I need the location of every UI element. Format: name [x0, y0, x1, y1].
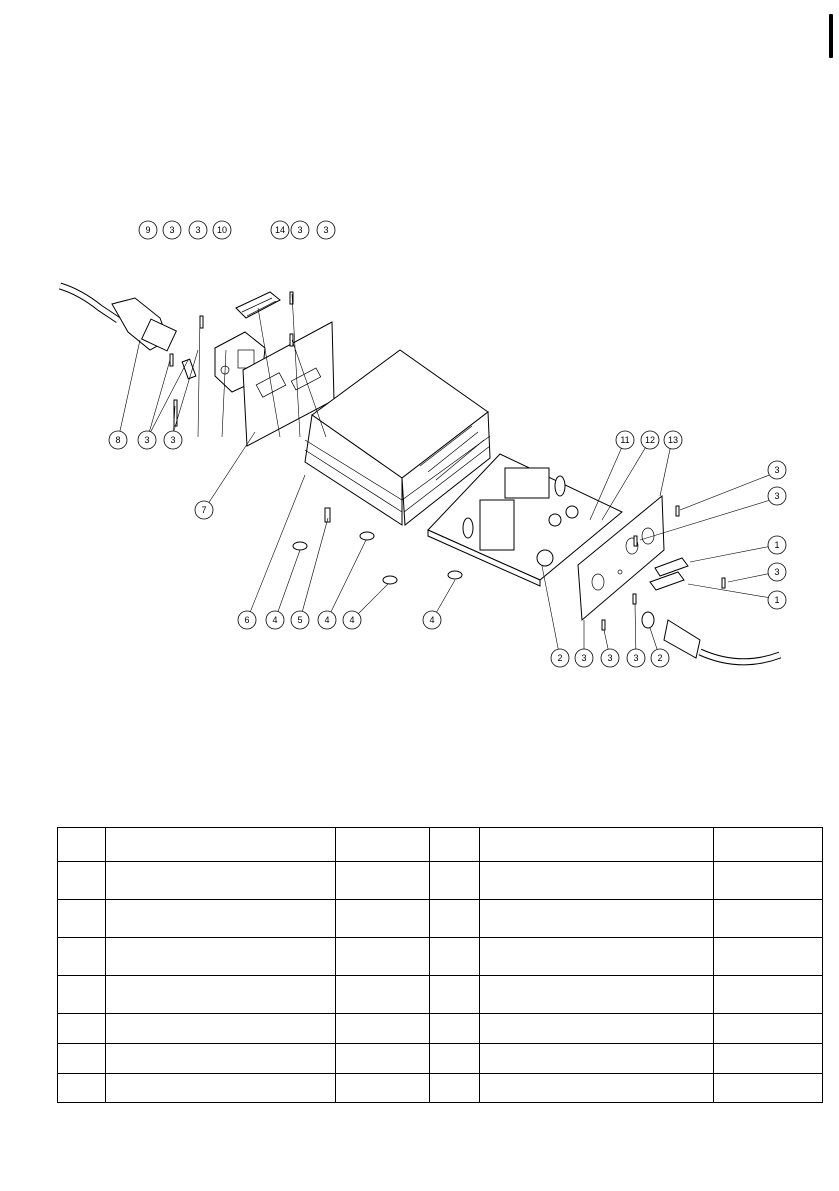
table-cell — [714, 938, 823, 976]
callout-11 — [616, 431, 634, 449]
callout-2 — [651, 649, 669, 667]
output-terminals — [642, 558, 780, 662]
table-cell — [714, 828, 823, 862]
callout-label: 13 — [667, 435, 679, 445]
table-cell — [336, 1014, 430, 1044]
table-row — [58, 900, 823, 938]
table-cell — [336, 976, 430, 1014]
diagram-canvas — [0, 200, 839, 680]
callout-12 — [641, 431, 659, 449]
callout-label: 3 — [774, 491, 780, 501]
callout-label: 11 — [620, 435, 630, 445]
table-cell — [336, 1074, 430, 1103]
table-cell — [106, 938, 336, 976]
table-cell — [430, 828, 480, 862]
table-cell — [430, 900, 480, 938]
callout-5 — [291, 611, 309, 629]
callout-3 — [627, 649, 645, 667]
callout-3 — [291, 221, 309, 239]
table-cell — [336, 1044, 430, 1074]
callout-label: 10 — [216, 225, 228, 235]
table-cell — [430, 976, 480, 1014]
callout-label: 5 — [297, 615, 303, 625]
table-cell — [480, 1074, 714, 1103]
callout-label: 14 — [274, 225, 286, 235]
callout-label: 3 — [774, 567, 780, 577]
callout-label: 3 — [774, 465, 780, 475]
table-row — [58, 976, 823, 1014]
table-cell — [430, 1044, 480, 1074]
table-cell — [336, 938, 430, 976]
fuse-holder — [182, 359, 196, 379]
callout-8 — [109, 431, 127, 449]
callout-10 — [213, 221, 231, 239]
table-cell — [480, 900, 714, 938]
callout-14 — [271, 221, 289, 239]
callout-label: 3 — [297, 225, 303, 235]
table-cell — [430, 1014, 480, 1044]
table-cell — [106, 1044, 336, 1074]
callout-label: 4 — [429, 615, 435, 625]
table-cell — [480, 938, 714, 976]
callout-label: 12 — [644, 435, 656, 445]
callout-label: 7 — [201, 505, 207, 515]
table-row — [58, 828, 823, 862]
callout-3 — [768, 563, 786, 581]
callout-label: 9 — [145, 225, 151, 235]
table-cell — [106, 976, 336, 1014]
callout-label: 1 — [774, 540, 780, 550]
callout-label: 3 — [581, 653, 587, 663]
table-cell — [714, 1014, 823, 1044]
callout-3 — [575, 649, 593, 667]
callout-label: 2 — [557, 653, 563, 663]
table-cell — [480, 976, 714, 1014]
table-cell — [106, 828, 336, 862]
table-cell — [336, 862, 430, 900]
table-cell — [480, 1044, 714, 1074]
table-cell — [106, 1014, 336, 1044]
callout-1 — [768, 591, 786, 609]
table-row — [58, 938, 823, 976]
callout-label: 4 — [272, 615, 278, 625]
table-cell — [58, 938, 106, 976]
callout-3 — [164, 431, 182, 449]
callout-label: 2 — [657, 653, 663, 663]
callout-3 — [768, 487, 786, 505]
callout-3 — [768, 461, 786, 479]
table-cell — [430, 1074, 480, 1103]
table-cell — [336, 828, 430, 862]
callout-3 — [601, 649, 619, 667]
table-cell — [58, 1044, 106, 1074]
callout-6 — [238, 611, 256, 629]
table-cell — [58, 828, 106, 862]
table-row — [58, 1014, 823, 1044]
callout-label: 3 — [195, 225, 201, 235]
page-edge-mark — [829, 14, 833, 58]
callout-label: 3 — [169, 225, 175, 235]
callout-label: 4 — [324, 615, 330, 625]
parts-list-table — [57, 827, 823, 1103]
callout-4 — [343, 611, 361, 629]
callout-1 — [768, 536, 786, 554]
callout-4 — [266, 611, 284, 629]
callout-label: 1 — [774, 595, 780, 605]
terminal-block — [236, 292, 280, 318]
callout-3 — [317, 221, 335, 239]
table-row — [58, 1074, 823, 1103]
table-cell — [480, 828, 714, 862]
callout-9 — [139, 221, 157, 239]
table-cell — [714, 1044, 823, 1074]
table-cell — [480, 862, 714, 900]
table-cell — [58, 862, 106, 900]
callout-label: 3 — [323, 225, 329, 235]
table-cell — [58, 976, 106, 1014]
callout-13 — [664, 431, 682, 449]
callout-label: 3 — [633, 653, 639, 663]
callout-4 — [318, 611, 336, 629]
table-cell — [106, 862, 336, 900]
table-row — [58, 862, 823, 900]
callout-3 — [189, 221, 207, 239]
callout-label: 4 — [349, 615, 355, 625]
table-cell — [336, 900, 430, 938]
table-cell — [106, 1074, 336, 1103]
table-cell — [430, 862, 480, 900]
table-cell — [58, 1074, 106, 1103]
callout-label: 3 — [170, 435, 176, 445]
table-cell — [106, 900, 336, 938]
table-row — [58, 1044, 823, 1074]
callout-7 — [195, 501, 213, 519]
table-cell — [58, 1014, 106, 1044]
table-cell — [714, 862, 823, 900]
callout-4 — [423, 611, 441, 629]
table-cell — [714, 900, 823, 938]
table-cell — [480, 1014, 714, 1044]
table-cell — [58, 900, 106, 938]
callout-label: 8 — [115, 435, 121, 445]
exploded-assembly-diagram — [0, 200, 839, 680]
callout-3 — [163, 221, 181, 239]
power-cord — [60, 286, 176, 351]
table-cell — [714, 1074, 823, 1103]
callout-label: 6 — [244, 615, 250, 625]
callout-2 — [551, 649, 569, 667]
feet — [293, 508, 462, 584]
table-cell — [430, 938, 480, 976]
table-cell — [714, 976, 823, 1014]
callout-label: 3 — [144, 435, 150, 445]
callout-label: 3 — [607, 653, 613, 663]
callout-3 — [138, 431, 156, 449]
